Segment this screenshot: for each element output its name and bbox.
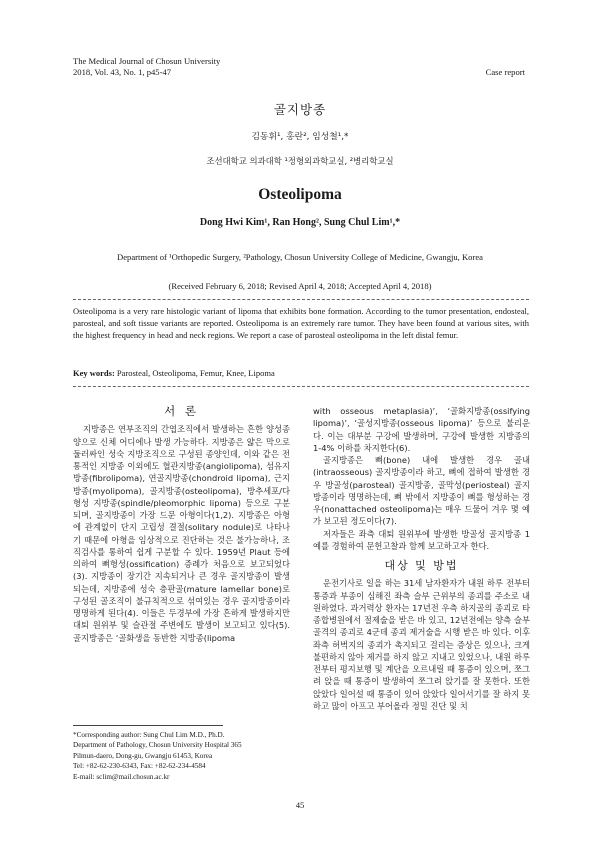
keywords-label: Key words: <box>73 368 115 378</box>
footnote-line: Pilmun-daero, Dong-gu, Gwangju 61453, Korea <box>73 751 213 760</box>
korean-title: 골지방종 <box>273 102 327 117</box>
korean-affiliation: 조선대학교 의과대학 ¹정형외과학교실, ²병리학교실 <box>206 156 394 166</box>
footnote-line: Tel: +82-62-230-6343, Fax: +82-62-234-4584 <box>73 762 206 771</box>
paragraph: 지방종은 연부조직의 간엽조직에서 발생하는 흔한 양성종양으로 신체 어디에나 발생 가능하다. 지방종은 얇은 막으로 둘러싸인 성숙 지방조직으로 구성된 종양인데, 이와 같은 전통적인 지방종 이외에도 혈관지방종(angiolipoma), 섬유지방종(fibrolipoma), 연골지방종(chondroid lipoma), 근지방종(myolipoma), 골지방종(osteolipoma), 방추세포/다형성 지방종(spindle/pleomorphic lipoma) 등으로 구분되며, 골지방종이 가장 드문 아형이다(1,2). 지방종은 아형에 관계없이 단지 고립성 결절(solitary nodule)로 나타나기 때문에 아형을 임상적으로 진단하는 것은 불가능하나, 조직검사를 통하여 쉽게 구분할 수 있다. 1959년 Plaut 등에 의하여 뼈형성(ossification) 증례가 처음으로 보고되었다(3). 지방종이 장기간 지속되거나 큰 경우 골지방종이 발생되는데, 지방종에 성숙 층판골(mature lamellar bone)로 구성된 골조직이 불규칙적으로 섞여있는 경우 골지방종이라 명명하게 된다(4). 이들은 두경부에 가장 흔하게 발생하지만 대퇴 원위부 및 슬관절 주변에도 발생이 보고되고 있다(5). 골지방종은 ‘골화생을 동반한 지방종(lipoma <box>73 424 290 643</box>
abstract: Osteolipoma is a very rare histologic variant of lipoma that exhibits bone formation. According to the tumor presentation, endosteal, parosteal, and soft tissue variants are reported. Osteolipoma is an extremely rare tumor. They have been found at various sites, with the highest frequency in head and neck regions. We report a case of parosteal osteolipoma in the left distal femur. <box>73 306 529 341</box>
keywords <box>73 368 529 378</box>
right-column <box>313 405 530 712</box>
page-number: 45 <box>295 800 305 810</box>
paragraph: with osseous metaplasia)’, ‘골화지방종(ossifying lipoma)’, ‘골성지방종(osseous lipoma)’ 등으로 불리운다. 이는 대부분 구강에 발생하며, 구강에 발생한 지방종의 1-4% 이하를 차지한다(6). <box>313 406 530 453</box>
section-heading-introduction: 서 론 <box>164 404 199 418</box>
footnote-email: E-mail: sclim@mail.chosun.ac.kr <box>73 772 170 781</box>
footnote-line: Department of Pathology, Chosun University Hospital 365 <box>73 741 242 750</box>
korean-authors: 김동휘¹, 홍란², 임성철¹,* <box>251 132 349 142</box>
english-title: Osteolipoma <box>258 186 342 203</box>
article-type: Case report <box>485 67 525 77</box>
footnote-line: *Corresponding author: Sung Chul Lim M.D., Ph.D. <box>73 731 225 739</box>
journal-name: The Medical Journal of Chosun University <box>73 56 221 66</box>
corresponding-author-footnote <box>73 730 293 782</box>
english-affiliation: Department of ¹Orthopedic Surgery, ²Pathology, Chosun University College of Medicine, Gwangju, Korea <box>117 252 483 262</box>
keywords-text: Parosteal, Osteolipoma, Femur, Knee, Lipoma <box>116 368 275 378</box>
section-heading-methods: 대상 및 방법 <box>384 559 459 572</box>
left-column <box>73 405 290 644</box>
paragraph: 운전기사로 일을 하는 31세 남자환자가 내원 하루 전부터 통증과 부종이 심해진 좌측 슬부 근위부의 종괴를 주소로 내원하였다. 과거력상 환자는 17년전 우측 하지골의 종괴로 타 종합병원에서 절제술을 받은 바 있고, 12년전에는 양측 슬부 골격의 종괴로 4군데 종괴 제거술을 시행 받은 바 있다. 이후 좌측 허벅지의 종괴가 촉지되고 걸리는 증상은 있으나, 크게 불편하지 않아 제거를 하지 않고 지내고 있었으나, 내원 하루 전부터 평지보행 및 계단을 오르내릴 때 통증이 있으며, 쪼그려 앉을 때 통증이 발생하여 쪼그려 앉기를 잘 못한다. 또한 앉았다 일어설 때 통증이 있어 앉았다 일어서기를 잘 하지 못하고 많이 아프고 부어올라 정밀 진단 및 치 <box>313 578 530 711</box>
paragraph: 저자들은 좌측 대퇴 원위부에 발생한 방골성 골지방종 1예를 경험하여 문헌고찰과 함께 보고하고자 한다. <box>313 528 530 551</box>
footnote-rule <box>73 725 223 726</box>
english-authors: Dong Hwi Kim¹, Ran Hong², Sung Chul Lim¹,* <box>199 217 401 228</box>
divider-bottom <box>73 386 529 387</box>
journal-citation: 2018, Vol. 43, No. 1, p45-47 <box>73 67 172 77</box>
received-dates: (Received February 6, 2018; Revised April 4, 2018; Accepted April 4, 2018) <box>168 281 432 291</box>
divider-top <box>73 299 529 300</box>
paragraph: 골지방종은 뼈(bone) 내에 발생한 경우 골내(intraosseous) 골지방종이라 하고, 뼈에 접하여 발생한 경우 방골성(parosteal) 골지방종, 골막성(periosteal) 골지방종이라 명명하는데, 뼈 밖에서 지방종이 뼈를 형성하는 경우(nonattached osteolipoma)는 매우 드물어 겨우 몇 예가 보고된 정도이다(7). <box>313 455 530 527</box>
running-header <box>73 56 220 78</box>
